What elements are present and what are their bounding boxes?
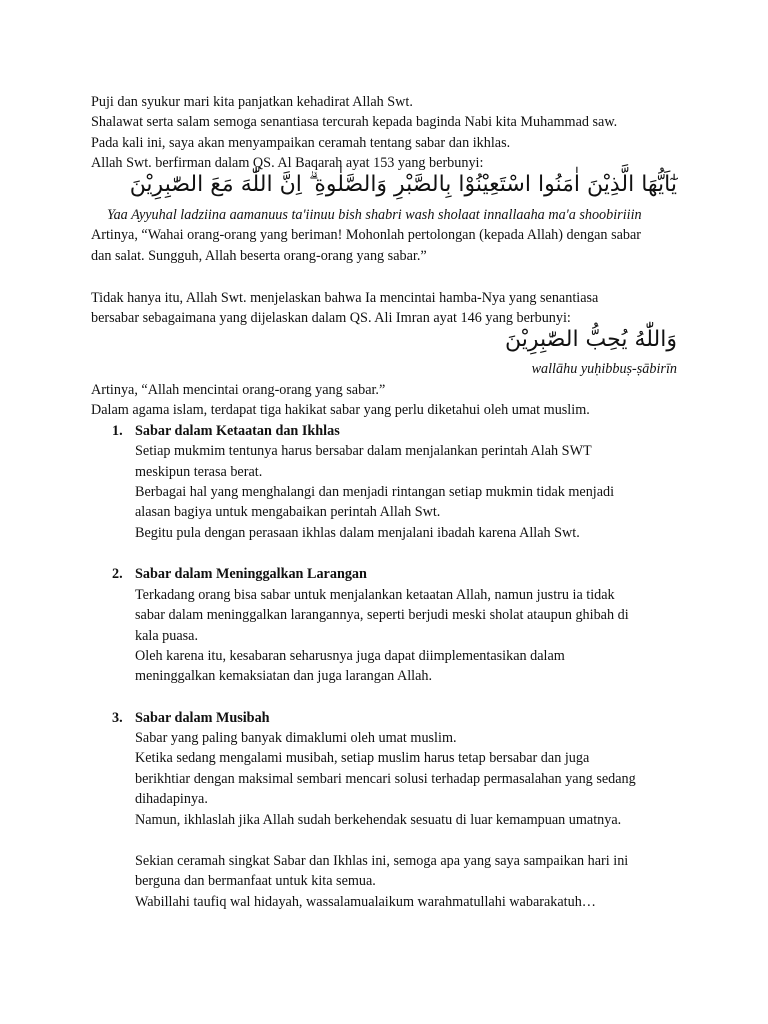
list-item-number: 2. — [112, 566, 123, 582]
list-item-line: alasan bagiya untuk mengabaikan perintah Allah Swt. — [135, 504, 441, 520]
verse-meaning-line: dan salat. Sungguh, Allah beserta orang-orang yang sabar.” — [91, 248, 427, 264]
intro-line: Allah Swt. berfirman dalam QS. Al Baqarah ayat 153 yang berbunyi: — [91, 155, 484, 171]
list-item-line: meskipun terasa berat. — [135, 464, 263, 480]
arabic-verse-al-baqarah: يٰٓاَيُّهَا الَّذِيْنَ اٰمَنُوا اسْتَعِيْنُوْا بِالصَّبْرِ وَالصَّلٰوةِ ۗ اِنَّ اللّٰهَ مَعَ الصّٰبِرِيْنَ — [129, 172, 677, 197]
list-item-line: Terkadang orang bisa sabar untuk menjalankan ketaatan Allah, namun justru ia tidak — [135, 587, 615, 603]
list-item-line: Ketika sedang mengalami musibah, setiap muslim harus tetap bersabar dan juga — [135, 750, 590, 766]
intro-line: Shalawat serta salam semoga senantiasa tercurah kepada baginda Nabi kita Muhammad saw. — [91, 114, 618, 130]
closing-line: berguna dan bermanfaat untuk kita semua. — [135, 873, 376, 889]
paragraph-line: Tidak hanya itu, Allah Swt. menjelaskan bahwa Ia mencintai hamba-Nya yang senantiasa — [91, 290, 599, 306]
closing-line: Sekian ceramah singkat Sabar dan Ikhlas ini, semoga apa yang saya sampaikan hari ini — [135, 853, 629, 869]
list-item-number: 1. — [112, 423, 123, 439]
list-intro: Dalam agama islam, terdapat tiga hakikat sabar yang perlu diketahui oleh umat muslim. — [91, 402, 590, 418]
list-item-line: sabar dalam meninggalkan larangannya, seperti berjudi meski sholat ataupun ghibah di — [135, 607, 629, 623]
verse-meaning-line: Artinya, “Wahai orang-orang yang beriman! Mohonlah pertolongan (kepada Allah) dengan sabar — [91, 227, 641, 243]
list-item-line: Berbagai hal yang menghalangi dan menjadi rintangan setiap mukmin tidak menjadi — [135, 484, 615, 500]
list-item-line: Namun, ikhlaslah jika Allah sudah berkehendak sesuatu di luar kemampuan umatnya. — [135, 812, 622, 828]
list-item-line: Oleh karena itu, kesabaran seharusnya juga dapat diimplementasikan dalam — [135, 648, 565, 664]
list-item-line: kala puasa. — [135, 628, 199, 644]
list-item-line: Sabar yang paling banyak dimaklumi oleh umat muslim. — [135, 730, 457, 746]
closing-line: Wabillahi taufiq wal hidayah, wassalamualaikum warahmatullahi wabarakatuh… — [135, 894, 596, 910]
list-item-line: berikhtiar dengan maksimal sembari mencari solusi terhadap permasalahan yang sedang — [135, 771, 636, 787]
list-item-number: 3. — [112, 710, 123, 726]
intro-line: Pada kali ini, saya akan menyampaikan ceramah tentang sabar dan ikhlas. — [91, 135, 511, 151]
list-item-line: Begitu pula dengan perasaan ikhlas dalam menjalani ibadah karena Allah Swt. — [135, 525, 580, 541]
intro-line: Puji dan syukur mari kita panjatkan kehadirat Allah Swt. — [91, 94, 413, 110]
paragraph-line: bersabar sebagaimana yang dijelaskan dalam QS. Ali Imran ayat 146 yang berbunyi: — [91, 310, 571, 326]
verse-transliteration: Yaa Ayyuhal ladziina aamanuus ta'iinuu bish shabri wash sholaat innallaaha ma'a shoobiriiin — [107, 207, 642, 223]
list-item-line: meninggalkan kemaksiatan dan juga larangan Allah. — [135, 668, 433, 684]
verse-meaning-line: Artinya, “Allah mencintai orang-orang yang sabar.” — [91, 382, 386, 398]
list-item-title: Sabar dalam Musibah — [135, 710, 270, 726]
list-item-title: Sabar dalam Meninggalkan Larangan — [135, 566, 367, 582]
arabic-verse-ali-imran: وَاللّٰهُ يُحِبُّ الصّٰبِرِيْنَ — [505, 327, 677, 352]
list-item-line: dihadapinya. — [135, 791, 208, 807]
verse-transliteration: wallāhu yuḥibbuṣ-ṣābirīn — [531, 361, 677, 377]
list-item-line: Setiap mukmim tentunya harus bersabar dalam menjalankan perintah Alah SWT — [135, 443, 592, 459]
list-item-title: Sabar dalam Ketaatan dan Ikhlas — [135, 423, 340, 439]
